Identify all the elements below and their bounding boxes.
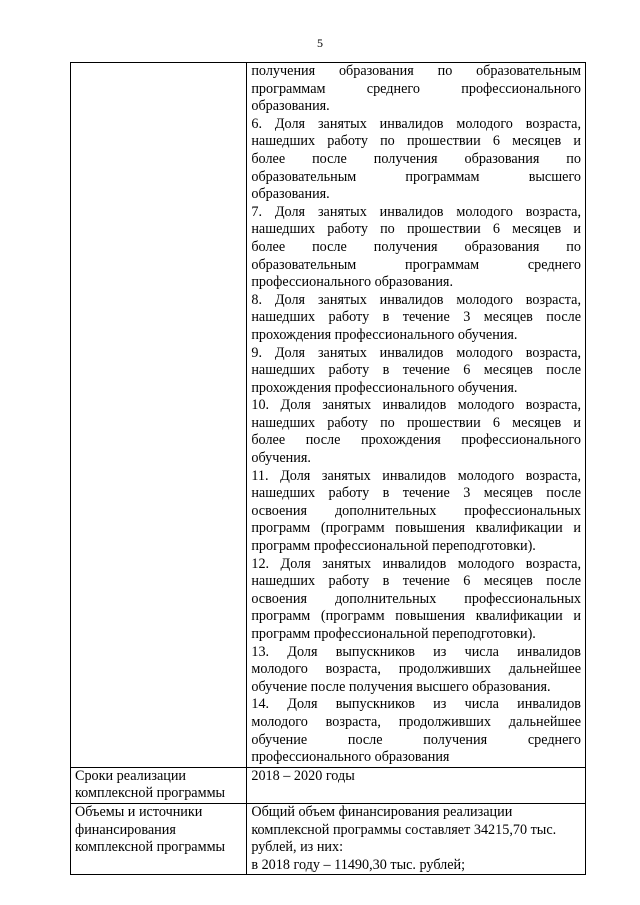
indicator-line: нашедших работу по прошествии 6 месяцев и <box>251 133 581 150</box>
indicator-line: 12. Доля занятых инвалидов молодого возраста, <box>251 555 581 572</box>
funding-value-line: в 2018 году – 11490,30 тыс. рублей; <box>251 856 466 873</box>
funding-value-line: рублей, из них: <box>251 839 344 856</box>
indicator-line: 13. Доля выпускников из числа инвалидов <box>251 643 581 660</box>
indicator-line: освоения дополнительных профессиональных <box>251 502 581 519</box>
indicator-line: профессионального образования. <box>251 274 453 291</box>
indicator-line: образовательным программам высшего <box>251 168 581 185</box>
indicator-line: освоения дополнительных профессиональных <box>251 590 581 607</box>
indicators-list-cell <box>247 63 586 768</box>
funding-value-cell <box>247 803 586 874</box>
table-row-terms <box>71 767 586 803</box>
funding-label-cell <box>71 803 247 874</box>
indicator-line: нашедших работу в течение 3 месяцев после <box>251 485 581 502</box>
indicator-line: молодого возраста, продолживших дальнейшее <box>251 661 581 678</box>
indicator-item <box>251 292 581 345</box>
indicator-line: молодого возраста, продолживших дальнейшее <box>251 713 581 730</box>
program-passport-table <box>70 62 586 875</box>
terms-value-cell <box>247 767 586 803</box>
indicators-list <box>251 63 581 767</box>
funding-label-line: финансирования <box>75 821 176 838</box>
indicator-item <box>251 116 581 204</box>
indicator-item <box>251 345 581 398</box>
indicator-item <box>251 556 581 644</box>
indicator-line: 8. Доля занятых инвалидов молодого возраста, <box>251 291 581 308</box>
indicator-line: более после получения образования по <box>251 150 581 167</box>
indicator-line: прохождения профессионального обучения. <box>251 326 518 343</box>
indicator-line: нашедших работу в течение 3 месяцев после <box>251 309 581 326</box>
indicator-line: более после прохождения профессионального <box>251 432 581 449</box>
indicator-line: 9. Доля занятых инвалидов молодого возраста, <box>251 344 581 361</box>
indicator-line: образования. <box>251 98 330 115</box>
indicator-line: обучение после получения среднего <box>251 731 581 748</box>
indicator-line: нашедших работу в течение 6 месяцев после <box>251 573 581 590</box>
indicator-line: 11. Доля занятых инвалидов молодого возраста, <box>251 467 581 484</box>
indicator-line: программ профессиональной переподготовки). <box>251 626 536 642</box>
indicator-line: 6. Доля занятых инвалидов молодого возраста, <box>251 115 581 132</box>
indicator-item <box>251 468 581 556</box>
indicator-line: образовательным программам среднего <box>251 256 581 273</box>
indicator-item <box>251 397 581 467</box>
terms-label-cell <box>71 767 247 803</box>
indicator-line: обучение после получения высшего образования. <box>251 678 551 695</box>
indicator-line: 10. Доля занятых инвалидов молодого возраста, <box>251 397 581 414</box>
terms-value: 2018 – 2020 годы <box>251 767 355 784</box>
indicator-item <box>251 204 581 292</box>
indicator-line: программ (программ повышения квалификации и <box>251 520 581 537</box>
indicator-line: программам среднего профессионального <box>251 80 581 97</box>
terms-label-line: комплексной программы <box>75 785 226 802</box>
funding-value-line: Общий объем финансирования реализации <box>251 803 513 820</box>
indicator-line: 7. Доля занятых инвалидов молодого возраста, <box>251 203 581 220</box>
indicator-line: программ (программ повышения квалификации и <box>251 608 581 625</box>
funding-value-line: комплексной программы составляет 34215,70 тыс. <box>251 821 557 838</box>
indicator-line: более после получения образования по <box>251 238 581 255</box>
indicator-line: нашедших работу по прошествии 6 месяцев и <box>251 414 581 431</box>
table-row-funding <box>71 803 586 874</box>
indicator-line: программ профессиональной переподготовки). <box>251 538 536 555</box>
funding-label-line: комплексной программы <box>75 839 226 856</box>
indicator-line: получения образования по образовательным <box>251 63 581 79</box>
indicators-label-cell <box>71 63 247 768</box>
indicator-line: нашедших работу в течение 6 месяцев после <box>251 362 581 379</box>
indicator-line: профессионального образования <box>251 749 450 766</box>
funding-label-line: Объемы и источники <box>75 803 203 820</box>
indicator-line: образования. <box>251 186 330 203</box>
indicator-item <box>251 63 581 116</box>
indicator-line: нашедших работу по прошествии 6 месяцев и <box>251 221 581 238</box>
terms-label-line: Сроки реализации <box>75 767 187 784</box>
indicator-line: 14. Доля выпускников из числа инвалидов <box>251 696 581 713</box>
indicator-line: прохождения профессионального обучения. <box>251 379 518 396</box>
indicator-line: обучения. <box>251 450 311 467</box>
indicator-item <box>251 696 581 766</box>
indicator-item <box>251 644 581 697</box>
table-row-indicators <box>71 63 586 768</box>
page-number: 5 <box>317 36 323 50</box>
